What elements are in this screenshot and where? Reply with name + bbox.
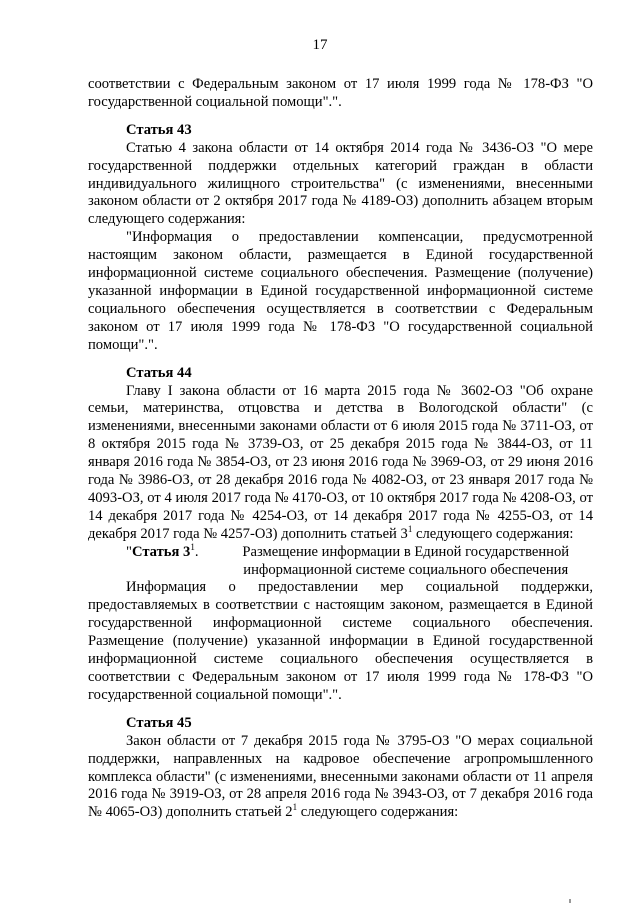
article-45-text-tail: следующего содержания: [297,804,459,821]
article-44-heading: Статья 44 [126,364,192,381]
article-43-heading: Статья 43 [126,121,192,138]
continuation-paragraph: соответствии с Федеральным законом от 17 июля 1999 года № 178-ФЗ "О государственной социальной помощи".". [88,76,593,110]
new-article-dot: . [194,543,199,560]
document-body [88,76,593,822]
article-44-text [88,383,593,544]
article-45-text-main: Закон области от 7 декабря 2015 года № 3795-ОЗ "О мерах социальной поддержки, направленных на кадровое обеспечение агропромышленного комплекса области" (с изменениями, внесенными законами области от 11 апреля 2016 года № 3919-ОЗ, от 28 апреля 2016 года № 3943-ОЗ, от 7 декабря 2016 года № 4065-ОЗ) дополнить статьей 2 [88,732,593,821]
article-44-superscript: 1 [407,523,413,534]
new-article-3-1-header [126,541,593,580]
new-article-3-1-title: Размещение информации в Единой государственной информационной системе социального обеспечения [242,543,570,578]
article-44-text-main: Главу I закона области от 16 марта 2015 года № 3602-ОЗ "Об охране семьи, материнства, отцовства и детства в Вологодской области" (с изменениями, внесенными законами области от 6 июля 2015 года № 3711-ОЗ, от 8 октября 2015 года № 3739-ОЗ, от 25 декабря 2015 года № 3844-ОЗ, от 11 января 2016 года № 3854-ОЗ, от 23 июня 2016 года № 3969-ОЗ, от 29 июня 2016 года № 3986-ОЗ, от 28 декабря 2016 года № 4082-ОЗ, от 23 января 2017 года № 4093-ОЗ, от 4 июля 2017 года № 4170-ОЗ, от 10 октября 2017 года № 4208-ОЗ, от 14 декабря 2017 года № 4254-ОЗ, от 14 декабря 2017 года № 4255-ОЗ, от 14 декабря 2017 года № 4257-ОЗ) дополнить статьей 3 [88,382,593,542]
new-article-label-text: Статья 3 [131,543,191,560]
new-article-3-1-label [126,541,218,580]
new-article-open-quote: " [126,543,132,560]
scan-mark [569,899,571,903]
article-43-quote: "Информация о предоставлении компенсации, предусмотренной настоящим законом области, размещается в Единой государственной информационной системе социального обеспечения. Размещение (получение) указанной информации в Единой государственной информационной системе социального обеспечения осуществляется в соответствии с Федеральным законом от 17 июля 1999 года № 178-ФЗ "О государственной социальной помощи".". [88,229,593,353]
article-45-text [88,733,593,823]
article-45-heading: Статья 45 [126,714,192,731]
article-43-text: Статью 4 закона области от 14 октября 2014 года № 3436-ОЗ "О мере государственной поддержки отдельных категорий граждан в области индивидуального жилищного строительства" (с изменениями, внесенными законом области от 2 октября 2017 года № 4189-ОЗ) дополнить абзацем вторым следующего содержания: [88,139,593,228]
new-article-3-1-text: Информация о предоставлении мер социальной поддержки, предоставляемых в соответствии с настоящим законом, размещается в Единой государственной информационной системе социального обеспечения. Размещение (получение) указанной информации в Единой государственной информационной системе социального обеспечения осуществляется в соответствии с Федеральным законом от 17 июля 1999 года № 178-ФЗ "О государственной социальной помощи".". [88,579,593,703]
page-number: 17 [312,37,328,53]
article-44-text-tail: следующего содержания: [412,525,574,542]
article-45-superscript: 1 [292,802,298,813]
new-article-superscript: 1 [190,541,195,552]
